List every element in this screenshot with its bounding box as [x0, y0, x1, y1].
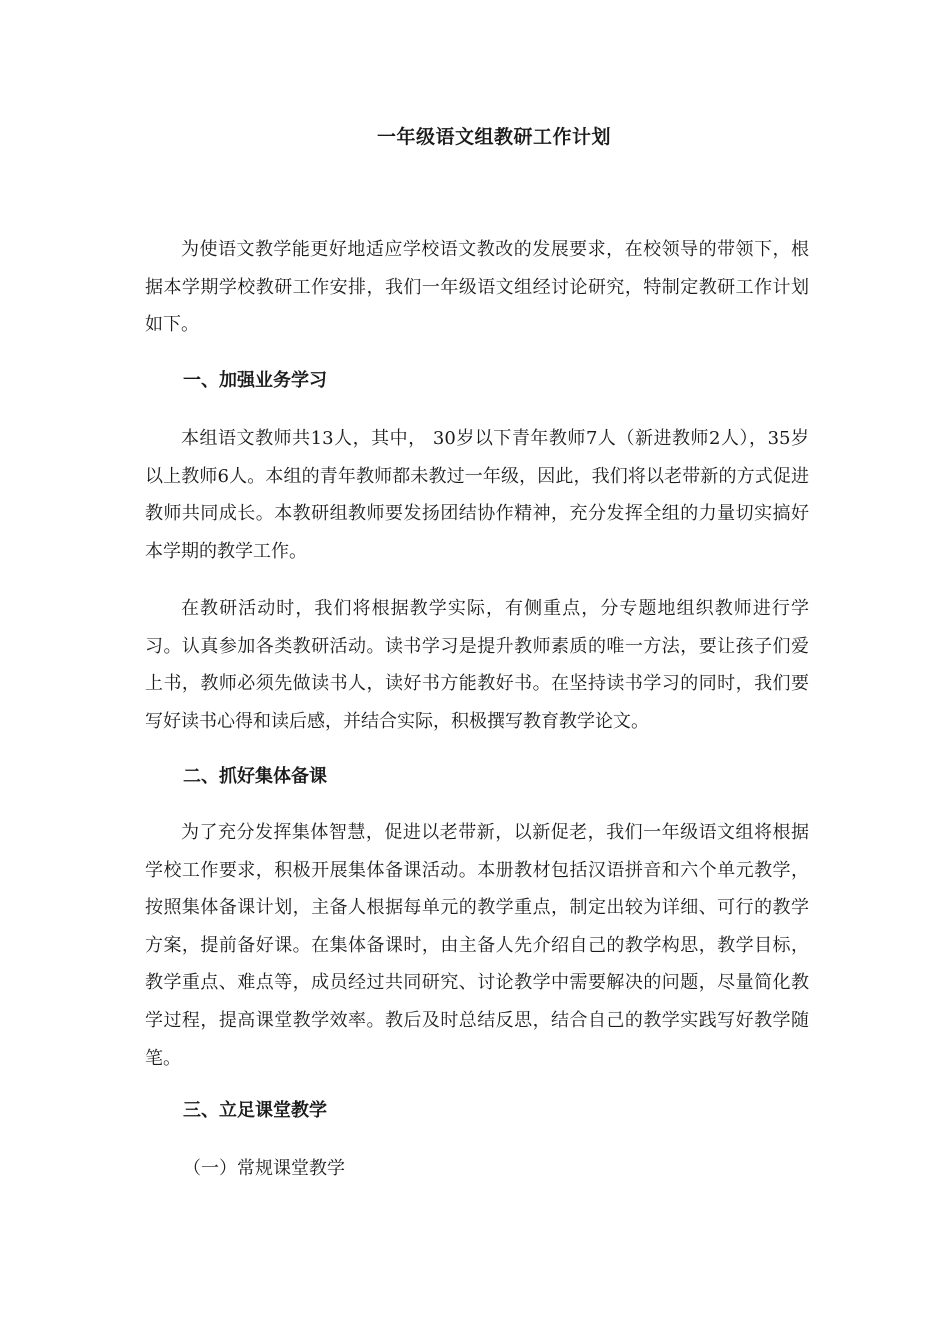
intro-paragraph: 为使语文教学能更好地适应学校语文教改的发展要求，在校领导的带领下，根据本学期学校教研工作安排，我们一年级语文组经讨论研究，特制定教研工作计划如下。	[145, 239, 809, 336]
section-1-paragraph-1: 本组语文教师共13人，其中， 30岁以下青年教师7人（新进教师2人），35岁以上教师6人。本组的青年教师都未教过一年级，因此，我们将以老带新的方式促进教师共同成长。本教研组教师要发扬团结协作精神，充分发挥全组的力量切实搞好本学期的教学工作。	[145, 428, 809, 562]
section-3-subheading: （一）常规课堂教学	[183, 1158, 345, 1179]
document-title: 一年级语文组教研工作计划	[376, 126, 611, 148]
section-1-paragraph-2: 在教研活动时，我们将根据教学实际，有侧重点，分专题地组织教师进行学习。认真参加各类教研活动。读书学习是提升教师素质的唯一方法，要让孩子们爱上书，教师必须先做读书人，读好书方能教好书。在坚持读书学习的同时，我们要写好读书心得和读后感，并结合实际，积极撰写教育教学论文。	[145, 598, 809, 732]
section-2-paragraph-1: 为了充分发挥集体智慧，促进以老带新，以新促老，我们一年级语文组将根据学校工作要求，积极开展集体备课活动。本册教材包括汉语拼音和六个单元教学，按照集体备课计划，主备人根据每单元的教学重点，制定出较为详细、可行的教学方案，提前备好课。在集体备课时，由主备人先介绍自己的教学构思，教学目标，教学重点、难点等，成员经过共同研究、讨论教学中需要解决的问题，尽量简化教学过程，提高课堂教学效率。教后及时总结反思，结合自己的教学实践写好教学随笔。	[145, 822, 809, 1069]
section-heading-3: 三、立足课堂教学	[183, 1100, 327, 1121]
section-heading-1: 一、加强业务学习	[183, 370, 327, 391]
section-heading-2: 二、抓好集体备课	[183, 766, 327, 787]
